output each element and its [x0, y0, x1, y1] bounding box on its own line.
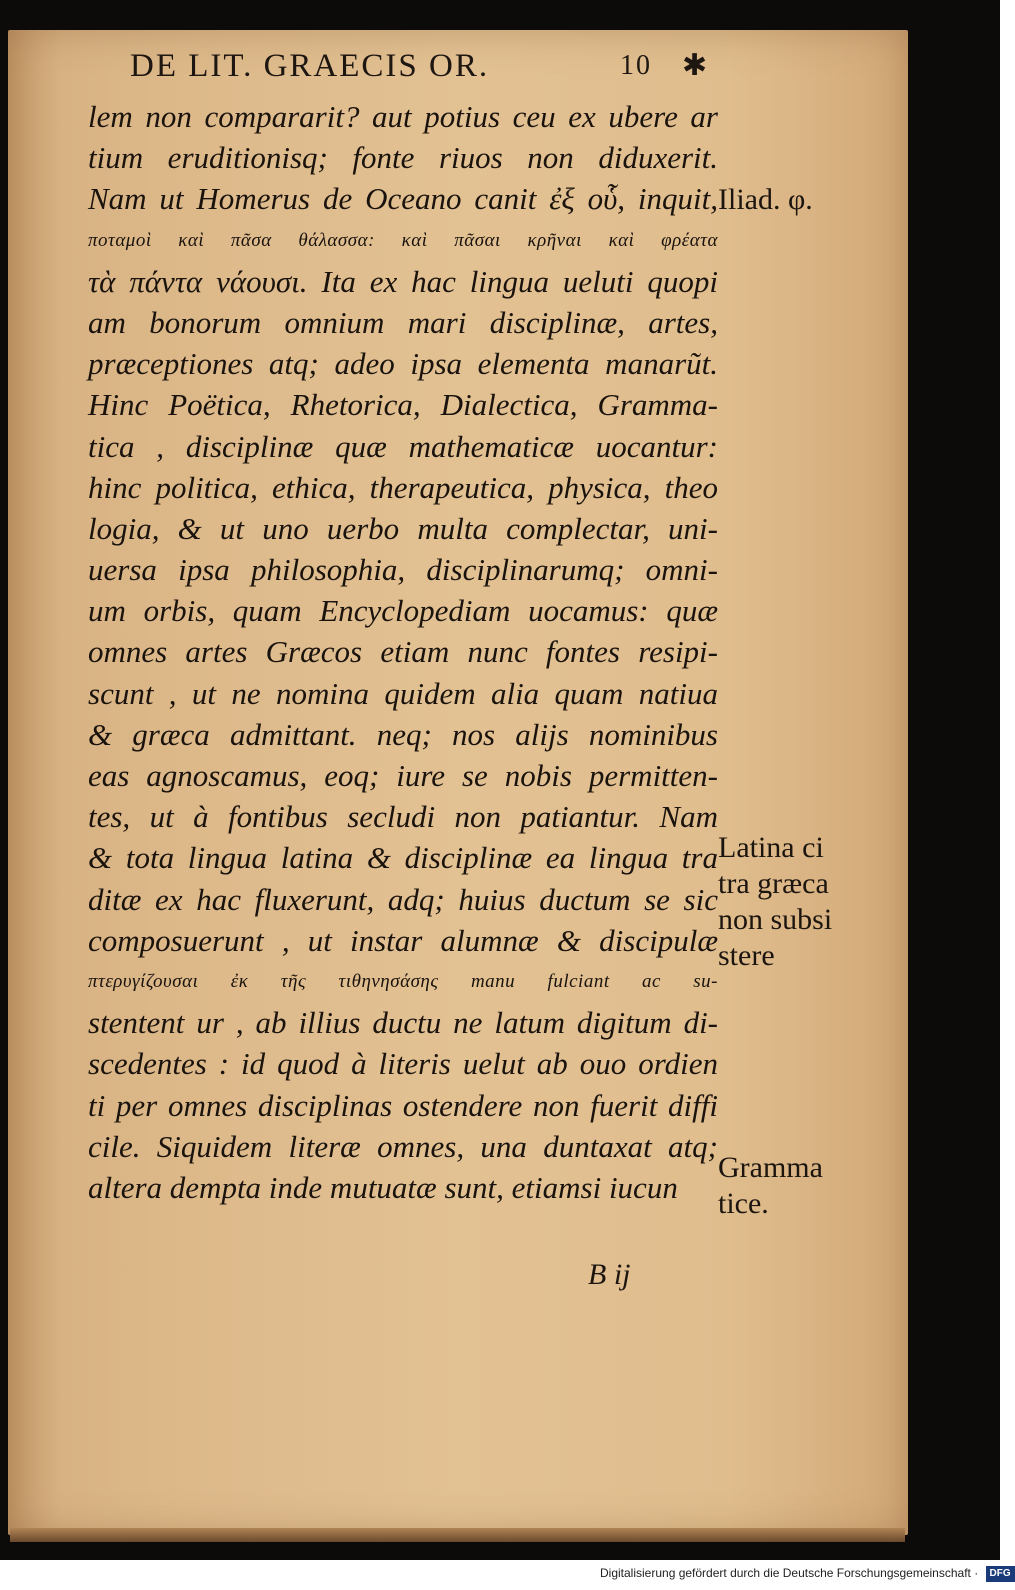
text-line: altera dempta inde mutuatæ sunt, etiamsi iucun	[88, 1169, 678, 1205]
running-header	[130, 48, 710, 93]
dfg-logo-icon: DFG	[986, 1566, 1015, 1582]
text-line: Hinc Poëtica, Rhetorica, Dialectica, Gramma-	[88, 387, 718, 423]
text-line: præceptiones atq; adeo ipsa elementa manarũt.	[88, 346, 718, 382]
greek-quote-line: ποταμοὶ καὶ πᾶσα θάλασσα: καὶ πᾶσαι κρῆναι καὶ φρέατα	[88, 229, 718, 251]
text-line: um orbis, quam Encyclopediam uocamus: quæ	[88, 593, 718, 629]
greek-quote-line: πτερυγίζουσαι ἐκ τῆς τιθηνησάσης manu fulciant ac su-	[88, 970, 718, 992]
text-line: cile. Siquidem literæ omnes, una duntaxat atq;	[88, 1128, 718, 1164]
page-number: 10	[620, 50, 652, 81]
text-line: & tota lingua latina & disciplinæ ea lingua tra	[88, 840, 718, 876]
text-line: uersa ipsa philosophia, disciplinarumq; omni-	[88, 552, 718, 588]
margin-note-grammatice	[718, 1150, 823, 1222]
margin-note-line: non subsi	[718, 903, 833, 936]
margin-note-latina	[718, 830, 832, 974]
text-line: logia, & ut uno uerbo multa complectar, uni-	[88, 510, 718, 546]
body-text	[88, 96, 718, 1208]
text-line: scunt , ut ne nomina quidem alia quam natiua	[88, 675, 718, 711]
signature-mark: B ij	[588, 1258, 631, 1291]
text-line: Nam ut Homerus de Oceano canit ἐξ οὗ, inquit,	[88, 181, 718, 217]
text-line: & græca admittant. neq; nos alijs nominibus	[88, 716, 718, 752]
margin-note-line: stere	[718, 939, 775, 972]
footer-credit	[600, 1566, 1011, 1586]
margin-note-line: tra græca	[718, 867, 829, 900]
running-title: DE LIT. GRAECIS OR.	[130, 48, 490, 84]
text-line: hinc politica, ethica, therapeutica, physica, theo	[88, 469, 718, 505]
margin-note-line: Gramma	[718, 1151, 823, 1184]
text-line: am bonorum omnium mari disciplinæ, artes,	[88, 304, 718, 340]
credit-text: Digitalisierung gefördert durch die Deutsche Forschungsgemeinschaft ·	[600, 1566, 979, 1581]
text-line: tium eruditionisq; fonte riuos non diduxerit.	[88, 140, 718, 176]
margin-note-line: Latina ci	[718, 831, 824, 864]
text-line: composuerunt , ut instar alumnæ & discipulæ	[88, 922, 718, 958]
text-line: scedentes : id quod à literis uelut ab ouo ordien	[88, 1046, 718, 1082]
header-mark: ✱	[682, 49, 710, 82]
text-line: ti per omnes disciplinas ostendere non fuerit diffi	[88, 1087, 718, 1123]
text-line: stentent ur , ab illius ductu ne latum digitum di-	[88, 1005, 718, 1041]
text-line: tica , disciplinæ quæ mathematicæ uocantur:	[88, 428, 718, 464]
text-line: ditæ ex hac fluxerunt, adq; huius ductum se sic	[88, 881, 718, 917]
margin-note-iliad: Iliad. φ.	[718, 183, 813, 216]
text-line: τὰ πάντα νάουσι. Ita ex hac lingua ueluti quopi	[88, 263, 718, 299]
page-bottom-edge	[10, 1528, 905, 1542]
text-line: omnes artes Græcos etiam nunc fontes resipi-	[88, 634, 718, 670]
margin-note-line: tice.	[718, 1187, 769, 1220]
text-line: tes, ut à fontibus secludi non patiantur. Nam	[88, 799, 718, 835]
text-line: eas agnoscamus, eoq; iure se nobis permitten-	[88, 758, 718, 793]
text-line: lem non compararit? aut potius ceu ex ubere ar	[88, 99, 718, 134]
